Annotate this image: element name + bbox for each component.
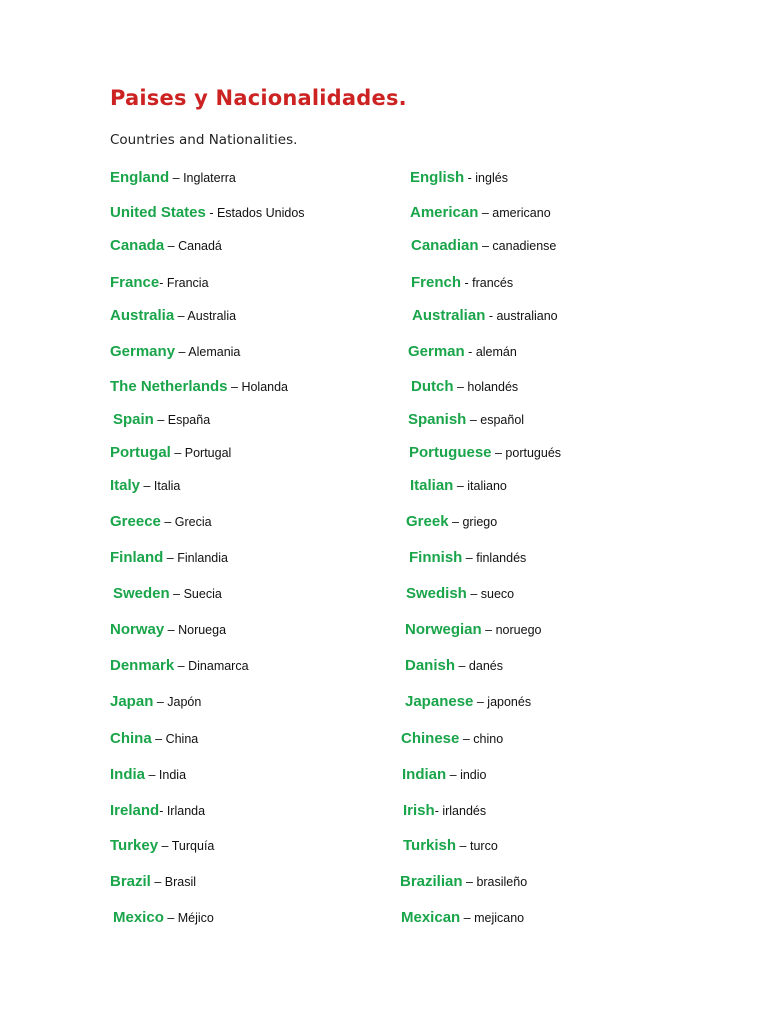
country-translation: Méjico bbox=[177, 911, 214, 925]
country-entry bbox=[110, 473, 180, 499]
nationality-translation: turco bbox=[469, 839, 498, 853]
country-translation: Holanda bbox=[241, 380, 289, 394]
nationality-separator: – bbox=[491, 446, 506, 460]
nationality-separator: - bbox=[434, 804, 443, 818]
country-separator: – bbox=[140, 479, 154, 493]
nationality-translation: francés bbox=[472, 276, 514, 290]
nationality-separator: – bbox=[478, 206, 493, 220]
country-separator: – bbox=[227, 380, 242, 394]
country-translation: Inglaterra bbox=[183, 171, 236, 185]
vocabulary-row bbox=[0, 339, 768, 365]
nationality-entry bbox=[408, 339, 517, 365]
vocabulary-row bbox=[0, 653, 768, 679]
country-translation: Dinamarca bbox=[188, 659, 249, 673]
country-separator: – bbox=[164, 239, 179, 253]
vocabulary-row bbox=[0, 200, 768, 226]
country-term: France bbox=[110, 274, 160, 291]
nationality-separator: - bbox=[485, 309, 497, 323]
country-translation: Japón bbox=[167, 695, 202, 709]
nationality-translation: japonés bbox=[487, 695, 532, 709]
nationality-term: Danish bbox=[405, 657, 456, 674]
nationality-translation: alemán bbox=[475, 345, 517, 359]
vocabulary-row bbox=[0, 374, 768, 400]
country-translation: Brasil bbox=[164, 875, 197, 889]
nationality-term: Brazilian bbox=[400, 873, 463, 890]
nationality-entry bbox=[403, 833, 498, 859]
nationality-separator: – bbox=[473, 695, 488, 709]
country-entry bbox=[110, 303, 236, 329]
country-term: Greece bbox=[110, 513, 161, 530]
country-separator: – bbox=[169, 171, 184, 185]
nationality-entry bbox=[410, 165, 508, 191]
country-entry bbox=[110, 233, 222, 259]
nationality-term: English bbox=[410, 169, 465, 186]
country-term: Mexico bbox=[113, 909, 164, 926]
country-term: Germany bbox=[110, 343, 176, 360]
vocabulary-row bbox=[0, 798, 768, 824]
country-translation: Italia bbox=[153, 479, 181, 493]
nationality-translation: griego bbox=[462, 515, 498, 529]
nationality-term: Italian bbox=[410, 477, 454, 494]
country-entry bbox=[110, 200, 305, 226]
nationality-separator: – bbox=[456, 839, 470, 853]
vocabulary-row bbox=[0, 762, 768, 788]
country-separator: – bbox=[169, 587, 184, 601]
country-separator: – bbox=[151, 732, 166, 746]
vocabulary-row bbox=[0, 440, 768, 466]
country-translation: Turquía bbox=[171, 839, 215, 853]
nationality-term: French bbox=[411, 274, 462, 291]
nationality-entry bbox=[411, 270, 513, 296]
country-entry bbox=[110, 545, 228, 571]
nationality-translation: chino bbox=[473, 732, 504, 746]
vocabulary-row bbox=[0, 726, 768, 752]
country-separator: – bbox=[163, 551, 178, 565]
nationality-translation: danés bbox=[468, 659, 503, 673]
nationality-entry bbox=[405, 689, 531, 715]
nationality-entry bbox=[410, 473, 507, 499]
vocabulary-row bbox=[0, 905, 768, 931]
nationality-separator: – bbox=[459, 732, 474, 746]
country-translation: Francia bbox=[166, 276, 209, 290]
country-term: The Netherlands bbox=[110, 378, 228, 395]
nationality-entry bbox=[408, 407, 524, 433]
country-term: Sweden bbox=[113, 585, 170, 602]
nationality-term: Australian bbox=[412, 307, 486, 324]
nationality-translation: noruego bbox=[495, 623, 542, 637]
vocabulary-row bbox=[0, 545, 768, 571]
nationality-term: Chinese bbox=[401, 730, 460, 747]
nationality-entry bbox=[411, 374, 518, 400]
nationality-translation: irlandés bbox=[442, 804, 487, 818]
country-entry bbox=[110, 374, 288, 400]
vocabulary-row bbox=[0, 407, 768, 433]
nationality-separator: – bbox=[466, 413, 481, 427]
country-separator: – bbox=[174, 659, 189, 673]
country-entry bbox=[113, 581, 222, 607]
country-separator: – bbox=[175, 345, 189, 359]
country-term: Ireland bbox=[110, 802, 160, 819]
nationality-separator: - bbox=[461, 276, 473, 290]
nationality-term: Japanese bbox=[405, 693, 474, 710]
country-translation: Alemania bbox=[188, 345, 241, 359]
country-separator: – bbox=[158, 839, 172, 853]
country-term: Australia bbox=[110, 307, 175, 324]
country-term: Norway bbox=[110, 621, 165, 638]
document-title: Paises y Nacionalidades. bbox=[110, 86, 407, 110]
vocabulary-row bbox=[0, 509, 768, 535]
nationality-term: Spanish bbox=[408, 411, 467, 428]
country-translation: Canadá bbox=[178, 239, 222, 253]
country-translation: Finlandia bbox=[177, 551, 228, 565]
nationality-separator: – bbox=[478, 239, 493, 253]
nationality-separator: – bbox=[462, 551, 477, 565]
nationality-entry bbox=[409, 545, 526, 571]
nationality-term: Irish bbox=[403, 802, 435, 819]
nationality-term: Turkish bbox=[403, 837, 457, 854]
country-separator: – bbox=[153, 413, 168, 427]
vocabulary-row bbox=[0, 270, 768, 296]
country-translation: Irlanda bbox=[166, 804, 206, 818]
nationality-translation: brasileño bbox=[476, 875, 528, 889]
nationality-separator: – bbox=[460, 911, 475, 925]
country-translation: Portugal bbox=[184, 446, 232, 460]
country-separator: – bbox=[163, 911, 178, 925]
nationality-translation: sueco bbox=[480, 587, 515, 601]
country-separator: - bbox=[205, 206, 217, 220]
country-entry bbox=[110, 869, 196, 895]
nationality-entry bbox=[403, 798, 486, 824]
nationality-translation: holandés bbox=[467, 380, 519, 394]
country-term: England bbox=[110, 169, 170, 186]
country-term: Turkey bbox=[110, 837, 159, 854]
nationality-term: Swedish bbox=[406, 585, 467, 602]
nationality-separator: – bbox=[455, 659, 469, 673]
country-entry bbox=[110, 726, 198, 752]
country-term: Japan bbox=[110, 693, 154, 710]
nationality-entry bbox=[401, 726, 503, 752]
nationality-separator: – bbox=[453, 479, 468, 493]
country-separator: – bbox=[150, 875, 165, 889]
country-translation: Australia bbox=[187, 309, 237, 323]
nationality-term: Norwegian bbox=[405, 621, 482, 638]
vocabulary-row bbox=[0, 165, 768, 191]
vocabulary-row bbox=[0, 689, 768, 715]
vocabulary-row bbox=[0, 617, 768, 643]
country-term: Portugal bbox=[110, 444, 171, 461]
nationality-translation: finlandés bbox=[476, 551, 527, 565]
nationality-entry bbox=[402, 762, 487, 788]
country-entry bbox=[110, 689, 201, 715]
country-separator: – bbox=[153, 695, 168, 709]
vocabulary-row bbox=[0, 581, 768, 607]
vocabulary-row bbox=[0, 303, 768, 329]
country-separator: – bbox=[145, 768, 159, 782]
country-entry bbox=[110, 762, 186, 788]
country-entry bbox=[110, 270, 209, 296]
nationality-translation: australiano bbox=[496, 309, 558, 323]
nationality-term: American bbox=[410, 204, 479, 221]
country-term: Denmark bbox=[110, 657, 175, 674]
nationality-translation: indio bbox=[460, 768, 487, 782]
document-subtitle: Countries and Nationalities. bbox=[110, 132, 298, 148]
country-term: Spain bbox=[113, 411, 154, 428]
nationality-separator: – bbox=[446, 768, 461, 782]
country-entry bbox=[110, 798, 205, 824]
country-translation: Suecia bbox=[183, 587, 222, 601]
country-translation: España bbox=[167, 413, 211, 427]
nationality-term: Indian bbox=[402, 766, 447, 783]
vocabulary-row bbox=[0, 869, 768, 895]
country-translation: India bbox=[158, 768, 187, 782]
country-term: India bbox=[110, 766, 146, 783]
country-entry bbox=[113, 407, 210, 433]
nationality-entry bbox=[400, 869, 527, 895]
country-entry bbox=[110, 339, 240, 365]
nationality-separator: – bbox=[466, 587, 481, 601]
nationality-entry bbox=[405, 653, 503, 679]
vocabulary-row bbox=[0, 833, 768, 859]
nationality-entry bbox=[406, 581, 514, 607]
nationality-translation: mejicano bbox=[474, 911, 525, 925]
nationality-separator: – bbox=[448, 515, 463, 529]
nationality-term: Mexican bbox=[401, 909, 461, 926]
nationality-translation: portugués bbox=[505, 446, 562, 460]
country-translation: Noruega bbox=[178, 623, 227, 637]
vocabulary-row bbox=[0, 233, 768, 259]
country-entry bbox=[110, 653, 249, 679]
country-separator: – bbox=[174, 309, 188, 323]
country-entry bbox=[110, 440, 231, 466]
nationality-entry bbox=[401, 905, 524, 931]
country-term: Canada bbox=[110, 237, 165, 254]
nationality-entry bbox=[410, 200, 551, 226]
country-entry bbox=[113, 905, 214, 931]
country-separator: – bbox=[164, 623, 179, 637]
nationality-entry bbox=[405, 617, 541, 643]
nationality-entry bbox=[409, 440, 561, 466]
nationality-term: Dutch bbox=[411, 378, 454, 395]
country-term: Finland bbox=[110, 549, 164, 566]
country-translation: China bbox=[165, 732, 199, 746]
nationality-term: Greek bbox=[406, 513, 449, 530]
country-entry bbox=[110, 617, 226, 643]
nationality-separator: - bbox=[464, 345, 476, 359]
country-term: Brazil bbox=[110, 873, 151, 890]
nationality-translation: canadiense bbox=[492, 239, 557, 253]
nationality-translation: español bbox=[480, 413, 525, 427]
nationality-separator: – bbox=[462, 875, 477, 889]
country-separator: - bbox=[159, 276, 167, 290]
country-separator: - bbox=[159, 804, 167, 818]
nationality-entry bbox=[411, 233, 556, 259]
nationality-term: German bbox=[408, 343, 465, 360]
country-term: United States bbox=[110, 204, 206, 221]
vocabulary-row bbox=[0, 473, 768, 499]
country-term: China bbox=[110, 730, 152, 747]
country-separator: – bbox=[160, 515, 175, 529]
country-term: Italy bbox=[110, 477, 141, 494]
nationality-entry bbox=[406, 509, 497, 535]
nationality-entry bbox=[412, 303, 558, 329]
country-entry bbox=[110, 833, 214, 859]
country-translation: Grecia bbox=[174, 515, 212, 529]
country-entry bbox=[110, 165, 236, 191]
country-translation: Estados Unidos bbox=[216, 206, 305, 220]
nationality-separator: - bbox=[464, 171, 476, 185]
nationality-term: Canadian bbox=[411, 237, 479, 254]
nationality-term: Finnish bbox=[409, 549, 463, 566]
nationality-separator: – bbox=[481, 623, 496, 637]
nationality-translation: inglés bbox=[475, 171, 508, 185]
country-entry bbox=[110, 509, 212, 535]
country-separator: – bbox=[170, 446, 185, 460]
nationality-translation: americano bbox=[492, 206, 551, 220]
nationality-separator: – bbox=[453, 380, 468, 394]
nationality-translation: italiano bbox=[467, 479, 507, 493]
nationality-term: Portuguese bbox=[409, 444, 492, 461]
